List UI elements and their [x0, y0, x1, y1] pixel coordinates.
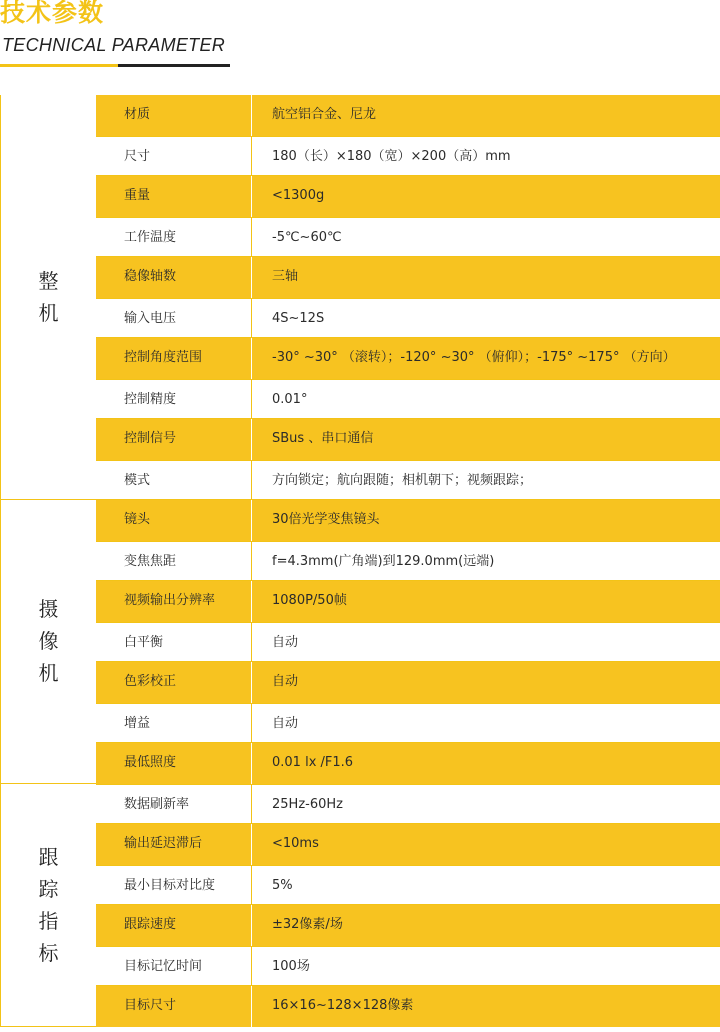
row-label: 输入电压	[124, 310, 177, 326]
row-value: 0.01°	[272, 391, 308, 407]
table-row	[96, 824, 720, 865]
row-value: -30° ~30° （滚转）；-120° ~30° （俯仰）；-175° ~175° （方向）	[272, 350, 676, 365]
row-label: 控制信号	[124, 431, 177, 446]
row-value: 180（长）×180（宽）×200（高）mm	[272, 148, 511, 164]
table-row	[96, 541, 720, 582]
row-label: 模式	[124, 472, 151, 488]
table-row	[96, 905, 720, 946]
row-value: 三轴	[272, 269, 299, 284]
group-label-text: 跟踪指标	[38, 844, 59, 965]
title-underline-accent	[0, 64, 118, 67]
table-row	[96, 298, 720, 339]
page-title: 技术参数	[0, 0, 105, 27]
row-label: 视频输出分辨率	[124, 593, 216, 608]
group-label	[0, 95, 96, 500]
table-row	[96, 946, 720, 987]
table-row	[96, 217, 720, 258]
row-label: 稳像轴数	[124, 269, 177, 284]
row-value: SBus 、串口通信	[272, 431, 374, 446]
row-label: 增益	[124, 715, 151, 731]
row-label: 目标尺寸	[124, 998, 177, 1013]
row-value: 自动	[272, 634, 299, 650]
group-label	[0, 500, 96, 784]
table-row	[96, 338, 720, 379]
row-label: 最低照度	[124, 755, 177, 770]
row-label: 变焦焦距	[124, 553, 177, 569]
row-label: 控制精度	[124, 391, 177, 407]
table-row	[96, 95, 720, 136]
table-row	[96, 743, 720, 784]
table-row	[96, 500, 720, 541]
row-value: 16×16~128×128像素	[272, 998, 414, 1013]
row-value: 5%	[272, 877, 293, 893]
row-label: 最小目标对比度	[124, 877, 216, 893]
row-value: 航空铝合金、尼龙	[272, 107, 377, 122]
page-header	[0, 0, 720, 90]
spec-group	[0, 500, 720, 784]
row-label: 白平衡	[124, 634, 164, 650]
table-row	[96, 662, 720, 703]
row-label: 目标记忆时间	[124, 958, 203, 974]
row-value: 自动	[272, 674, 299, 689]
spec-table	[0, 95, 720, 1032]
table-row	[96, 865, 720, 906]
row-label: 控制角度范围	[124, 350, 203, 365]
row-value: 25Hz-60Hz	[272, 796, 343, 812]
row-label: 输出延迟滞后	[124, 836, 203, 851]
table-row	[96, 581, 720, 622]
row-value: 4S~12S	[272, 310, 325, 326]
row-value: <10ms	[272, 836, 319, 851]
row-label: 重量	[124, 188, 151, 203]
table-row	[96, 136, 720, 177]
row-value: -5℃~60℃	[272, 229, 342, 245]
row-label: 尺寸	[124, 148, 151, 164]
row-value: 100场	[272, 958, 310, 974]
row-value: 方向锁定；航向跟随；相机朝下；视频跟踪；	[272, 472, 533, 488]
row-value: 自动	[272, 715, 299, 731]
group-label	[0, 784, 96, 1027]
table-row	[96, 176, 720, 217]
group-label-text: 摄像机	[38, 597, 59, 686]
row-value: f=4.3mm(广角端)到129.0mm(远端)	[272, 553, 495, 569]
page-subtitle: TECHNICAL PARAMETER	[2, 35, 226, 55]
table-row	[96, 622, 720, 663]
table-row	[96, 460, 720, 501]
row-label: 工作温度	[124, 229, 177, 245]
table-row	[96, 784, 720, 825]
row-label: 镜头	[124, 512, 151, 527]
row-label: 材质	[124, 107, 151, 122]
table-row	[96, 986, 720, 1027]
spec-group	[0, 95, 720, 500]
table-row	[96, 419, 720, 460]
row-label: 数据刷新率	[124, 796, 190, 812]
group-label-text: 整机	[38, 269, 59, 325]
row-label: 色彩校正	[124, 674, 177, 689]
row-value: 1080P/50帧	[272, 593, 347, 608]
row-value: 30倍光学变焦镜头	[272, 512, 380, 527]
row-value: 0.01 lx /F1.6	[272, 755, 354, 770]
table-row	[96, 257, 720, 298]
row-label: 跟踪速度	[124, 917, 177, 932]
row-value: ±32像素/场	[272, 917, 343, 932]
title-underline-dark	[118, 64, 230, 67]
table-row	[96, 703, 720, 744]
table-row	[96, 379, 720, 420]
spec-group	[0, 784, 720, 1027]
row-value: <1300g	[272, 188, 325, 203]
